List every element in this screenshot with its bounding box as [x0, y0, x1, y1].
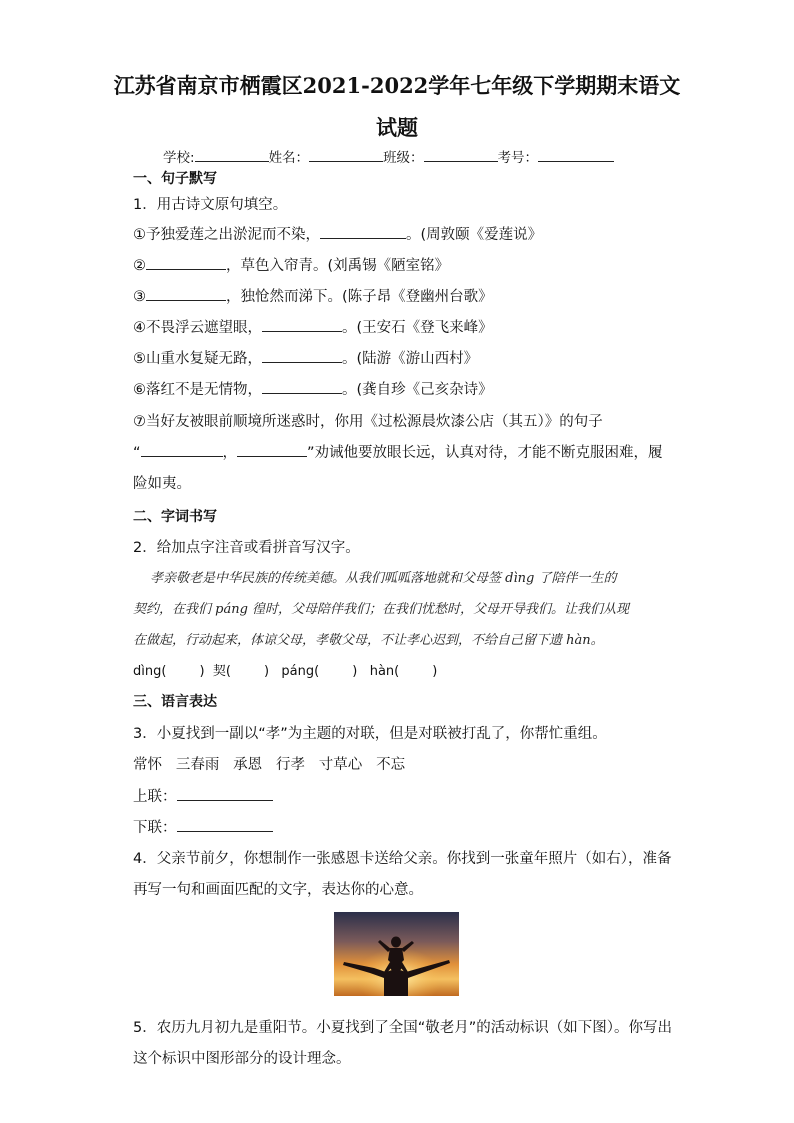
- answer-blank[interactable]: [237, 442, 307, 457]
- question-1-item-6: [133, 378, 493, 399]
- question-1-item-2: [133, 254, 449, 275]
- exam-number-blank[interactable]: [538, 147, 614, 162]
- name-label: 姓名：: [268, 150, 310, 166]
- passage-line-1: 孝亲敬老是中华民族的传统美德。从我们呱呱落地就和父母签 dìng 了陪伴一生的: [150, 571, 617, 586]
- section-heading-1: 一、句子默写: [133, 171, 217, 187]
- answer-blank[interactable]: [262, 348, 342, 363]
- item-5-source: 。(陆游《游山西村》: [342, 351, 479, 367]
- question-1-item-7-end: 险如夷。: [133, 476, 191, 492]
- lower-couplet-row: [133, 816, 273, 837]
- section-heading-3: 三、语言表达: [133, 694, 217, 710]
- name-blank[interactable]: [309, 147, 383, 162]
- item-4-source: 。(王安石《登飞来峰》: [342, 320, 493, 336]
- item-1-text: ①予独爱莲之出淤泥而不染，: [133, 227, 320, 243]
- question-2-prompt: 2．给加点字注音或看拼音写汉字。: [133, 540, 360, 556]
- item-5-text: ⑤山重水复疑无路，: [133, 351, 262, 367]
- class-blank[interactable]: [424, 147, 498, 162]
- passage-line-2: 契约，在我们 páng 徨时，父母陪伴我们；在我们忧愁时，父母开导我们。让我们从现: [133, 602, 630, 617]
- item-7-text: ”劝诫他要放眼长远，认真对待，才能不断克服困难，履: [307, 445, 663, 461]
- item-6-text: ⑥落红不是无情物，: [133, 382, 262, 398]
- item-3-source: ，独怆然而涕下。(陈子昂《登幽州台歌》: [226, 289, 493, 305]
- question-1-item-7: ⑦当好友被眼前顺境所迷惑时，你用《过松源晨炊漆公店（其五）》的句子: [133, 414, 603, 430]
- question-2-answers: dìng( ) 契( ) páng( ) hàn( ): [133, 664, 438, 679]
- answer-blank[interactable]: [262, 379, 342, 394]
- item-2-text: ②: [133, 258, 146, 274]
- answer-blank[interactable]: [141, 442, 223, 457]
- passage-line-3: 在做起，行动起来，体谅父母，孝敬父母，不让孝心迟到，不给自己留下遗 hàn。: [133, 633, 604, 648]
- item-2-source: ，草色入帘青。(刘禹锡《陋室铭》: [226, 258, 450, 274]
- answer-blank[interactable]: [320, 224, 406, 239]
- answer-blank[interactable]: [262, 317, 342, 332]
- item-3-text: ③: [133, 289, 146, 305]
- comma: ，: [222, 445, 238, 461]
- question-4-line-1: 4．父亲节前夕，你想制作一张感恩卡送给父亲。你找到一张童年照片（如右），准备: [133, 851, 672, 867]
- lower-couplet-blank[interactable]: [177, 817, 273, 832]
- question-1-item-1: [133, 223, 542, 244]
- question-1-item-5: [133, 347, 478, 368]
- school-blank[interactable]: [195, 147, 269, 162]
- exam-number-label: 考号：: [497, 150, 539, 166]
- childhood-photo-image: [334, 912, 459, 996]
- question-3-prompt: 3．小夏找到一副以“孝”为主题的对联，但是对联被打乱了，你帮忙重组。: [133, 726, 607, 742]
- question-5-line-2: 这个标识中图形部分的设计理念。: [133, 1051, 351, 1067]
- lower-couplet-label: 下联：: [133, 820, 177, 836]
- question-1-prompt: 1．用古诗文原句填空。: [133, 197, 288, 213]
- section-heading-2: 二、字词书写: [133, 509, 217, 525]
- item-4-text: ④不畏浮云遮望眼，: [133, 320, 262, 336]
- upper-couplet-row: [133, 785, 273, 806]
- question-1-item-7-blanks: [133, 441, 663, 462]
- item-6-source: 。(龚自珍《己亥杂诗》: [342, 382, 493, 398]
- school-label: 学校:: [163, 150, 195, 166]
- page-title: 江苏省南京市栖霞区2021-2022学年七年级下学期期末语文: [113, 73, 681, 98]
- question-1-item-4: [133, 316, 493, 337]
- upper-couplet-blank[interactable]: [177, 786, 273, 801]
- class-label: 班级：: [383, 150, 424, 166]
- answer-blank[interactable]: [146, 286, 226, 301]
- page-title-continued: 试题: [376, 115, 418, 140]
- student-info-row: [163, 146, 614, 166]
- item-1-source: 。(周敦颐《爱莲说》: [406, 227, 543, 243]
- question-1-item-3: [133, 285, 493, 306]
- open-quote: “: [133, 445, 141, 461]
- answer-blank[interactable]: [146, 255, 226, 270]
- question-4-line-2: 再写一句和画面匹配的文字，表达你的心意。: [133, 882, 423, 898]
- question-5-line-1: 5．农历九月初九是重阳节。小夏找到了全国“敬老月”的活动标识（如下图）。你写出: [133, 1020, 672, 1036]
- couplet-words: 常怀 三春雨 承恩 行孝 寸草心 不忘: [133, 757, 406, 773]
- upper-couplet-label: 上联：: [133, 789, 177, 805]
